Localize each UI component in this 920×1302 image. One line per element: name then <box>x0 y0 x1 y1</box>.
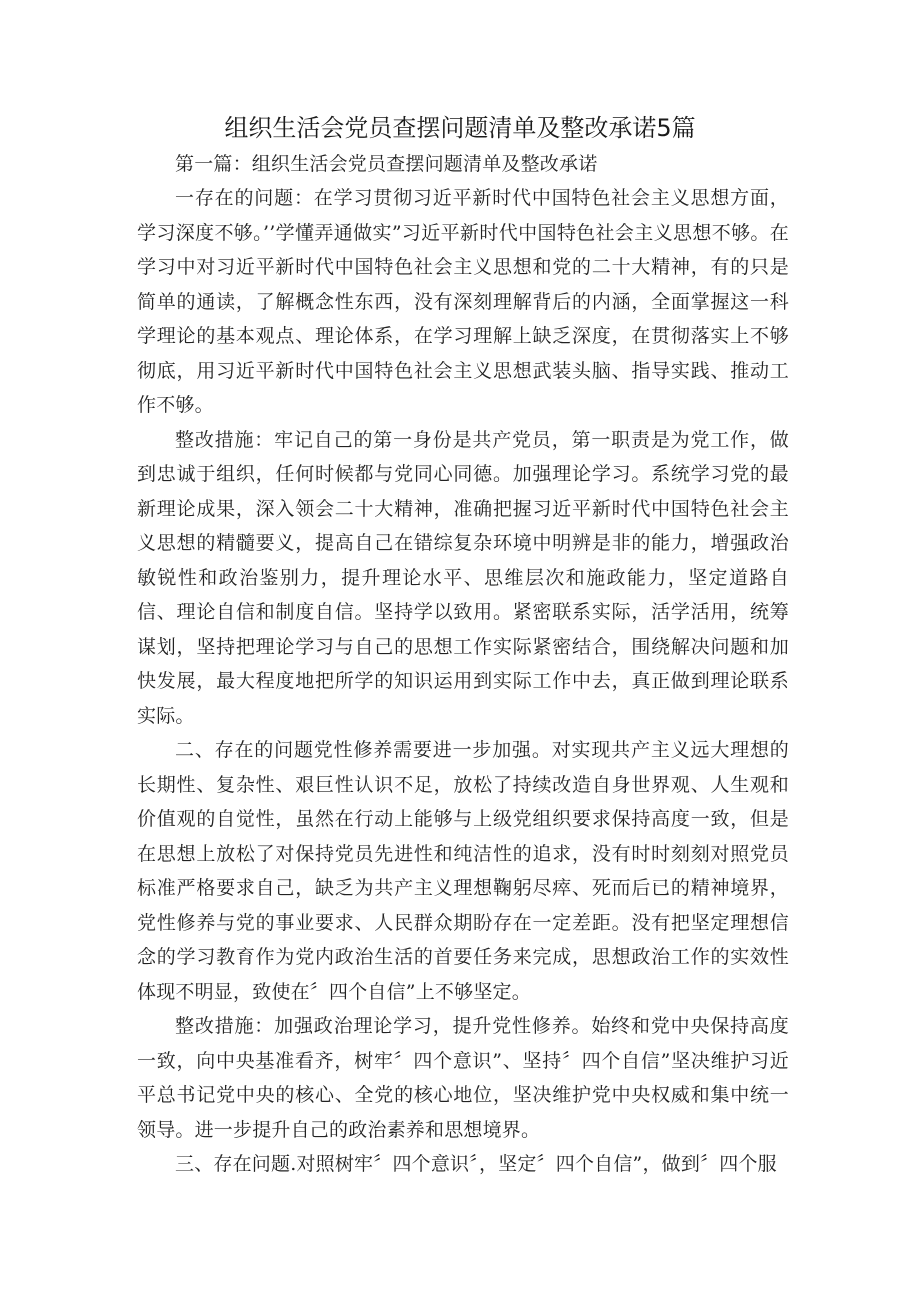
paragraph-measures-2: 整改措施：加强政治理论学习，提升党性修养。始终和党中央保持高度一致，向中央基准看齐，树牢〞四个意识”、坚持〞四个自信”坚决维护习近平总书记党中央的核心、全党的核心地位，坚决维护党中央权威和集中统一领导。进一步提升自己的政治素养和思想境界。 <box>137 1015 789 1141</box>
document-title: 组织生活会党员查摆问题清单及整改承诺5篇 <box>224 114 696 142</box>
paragraph-problem-1: 一存在的问题：在学习贯彻习近平新时代中国特色社会主义思想方面，学习深度不够。’’学懂弄通做实”习近平新时代中国特色社会主义思想不够。在学习中对习近平新时代中国特色社会主义思想和党的二十大精神，有的只是简单的通读，了解概念性东西，没有深刻理解背后的内涵，全面掌握这一科学理论的基本观点、理论体系，在学习理解上缺乏深度，在贯彻落实上不够彻底，用习近平新时代中国特色社会主义思想武装头脑、指导实践、推动工作不够。 <box>137 187 789 416</box>
paragraph-measures-1: 整改措施：牢记自己的第一身份是共产党员，第一职责是为党工作，做到忠诚于组织，任何时候都与党同心同德。加强理论学习。系统学习党的最新理论成果，深入领会二十大精神，准确把握习近平新时代中国特色社会主义思想的精髓要义，提高自己在错综复杂环境中明辨是非的能力，增强政治敏锐性和政治鉴别力，提升理论水平、思维层次和施政能力，坚定道路自信、理论自信和制度自信。坚持学以致用。紧密联系实际，活学活用，统筹谋划，坚持把理论学习与自己的思想工作实际紧密结合，围绕解决问题和加快发展，最大程度地把所学的知识运用到实际工作中去，真正做到理论联系实际。 <box>137 428 789 727</box>
document-body <box>137 147 789 1182</box>
paragraph-problem-2: 二、存在的问题党性修养需要进一步加强。对实现共产主义远大理想的长期性、复杂性、艰巨性认识不足，放松了持续改造自身世界观、人生观和价值观的自觉性，虽然在行动上能够与上级党组织要求保持高度一致，但是在思想上放松了对保持党员先进性和纯洁性的追求，没有时时刻刻对照党员标准严格要求自己，缺乏为共产主义理想鞠躬尽瘁、死而后已的精神境界，党性修养与党的事业要求、人民群众期盼存在一定差距。没有把坚定理想信念的学习教育作为党内政治生活的首要任务来完成，思想政治工作的实效性体现不明显，致使在〞四个自信”上不够坚定。 <box>137 739 789 1003</box>
chapter-heading: 第一篇：组织生活会党员查摆问题清单及整改承诺 <box>175 153 598 175</box>
paragraph-problem-3: 三、存在问题.对照树牢〞四个意识〞，坚定〞四个自信”，做到〞四个服 <box>175 1153 777 1175</box>
